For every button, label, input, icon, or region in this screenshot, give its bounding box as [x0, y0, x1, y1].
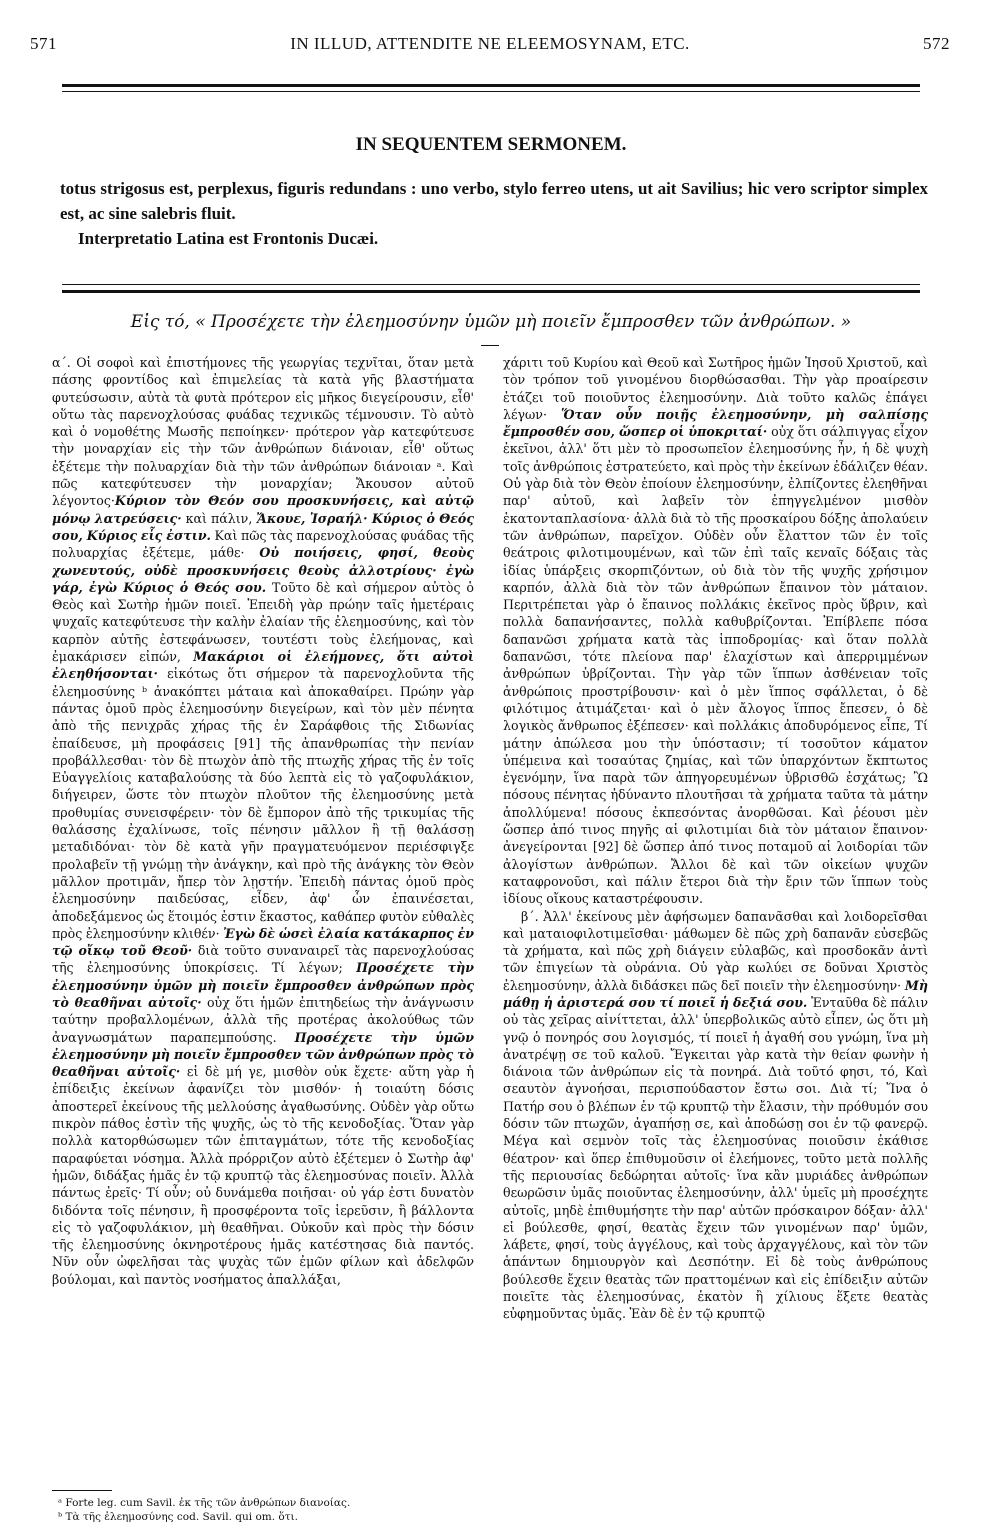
text-run: Καὶ πῶς τὰς παρενοχλούσας φυάδας τῆς πολυαρχίας ἐξέτεμε, μάθε· — [52, 527, 474, 561]
right-column — [503, 354, 928, 1472]
footnote-b: ᵇ Τὰ τῆς ἐλεημοσύνης cod. Savil. qui om. ὅτι. — [58, 1511, 298, 1523]
text-run: διὰ τοῦτο συναναιρεῖ τὰς παρενοχλούσας τῆς ἐλεημοσύνης ὑποκρίσεις. Τί λέγων; — [52, 943, 474, 976]
text-run: χάριτι τοῦ Κυρίου καὶ Θεοῦ καὶ Σωτῆρος ἡμῶν Ἰησοῦ Χριστοῦ, καὶ τὸν τρόπον τοῦ γινομένου διορθώσασθαι. Τὴν γὰρ προαίρεσιν ἐτάζει τοῦ ποιοῦντος ἐλεημοσύνην. Διὰ τοῦτο καλῶς ἐπάγει λέγων· — [503, 355, 928, 422]
left-column — [52, 354, 474, 1472]
intro-line-2: Interpretatio Latina est Frontonis Ducæi. — [78, 229, 379, 248]
scripture-quote: Μακάριοι οἱ ἐλεήμονες, ὅτι αὐτοὶ ἐλεηθήσονται· — [52, 649, 474, 682]
text-run: α΄. Οἱ σοφοὶ καὶ ἐπιστήμονες τῆς γεωργίας τεχνῖται, ὅταν μετὰ πάσης φροντίδος καὶ ἐπιμελείας τὰ κατὰ γῆς βλαστήματα φυτεύσωσιν, αὐτὰ τὰ φυτὰ πρότερον εἰς μῆκος διεγείρουσιν, εἶθ' οὕτω τὰς παρενοχλούσας φυάδας τεχνικῶς τέμνουσιν. Τὸ αὐτὸ καὶ ὁ νομοθέτης Μωσῆς πεποίηκεν· πρότερον γὰρ κατεφύτευσε τὴν μοναρχίαν εἰς τὴν τῶν ἀνθρώπων διάνοιαν, εἶθ' οὕτως ἐξέτεμε τὴν πολυαρχίαν διὰ τὴν τῶν ἀνθρώπων διάνοιαν ᵃ. Καὶ πῶς κατεφύτευσεν τὴν μοναρχίαν; Ἄκουσον αὐτοῦ λέγοντος· — [52, 355, 474, 509]
page-number-left: 571 — [30, 34, 57, 53]
text-run: εἰκότως ὅτι σήμερον τὰ παρενοχλοῦντα τῆς ἐλεημοσύνης ᵇ ἀνακόπτει μάταια καὶ ἀποκαθαίρει. Πρώην γὰρ πάντας ὁμοῦ πρὸς ἐλεημοσύνην διεγείρων, καὶ τὸν μὲν πένητα ἀπὸ τῆς πενιχρᾶς χήρας τῆς ἐν Σαράφθοις τῆς Σιδωνίας ἐπαίδευσε, μὴ προφάσεις [91] τῆς ἀπανθρωπίας τὴν πενίαν προβάλλεσθαι· τὸν δὲ πτωχὸν ἀπὸ τῆς πτωχῆς χήρας τῆς ἐν τοῖς Εὐαγγελίοις καταβαλούσης τὰ δύο λεπτὰ εἰς τὸ γαζοφυλάκιον, διήγειρεν, ὥστε τὸν πτωχὸν πλοῦτον τῆς ἐλεημοσύνης μετὰ προθυμίας συνεισφέρειν· τὸν δὲ ἔμπορον ἀπὸ τῆς τρικυμίας τῆς θαλάσσης ἐχαλίνωσε, τοῖς πένησιν μᾶλλον ἢ τῇ θαλάσσῃ μεταδιδόναι· τὸν δὲ κατὰ γῆν πραγματευόμενον περιέσφιγξε προλαβεῖν τῇ γνώμῃ τὴν ἀνάγκην, καὶ πρὸ τῆς ἀνάγκης τὸν Θεὸν μᾶλλον προτιμᾶν, ἤπερ τὸν λῃστήν. Ἐπειδὴ πάντας ὁμοῦ πρὸς ἐλεημοσύνην παιδεύσας, εἶδεν, ἀφ' ὧν ἐπαινέσεται, ἀποδεξάμενος ὡς ἕτοιμός ἐστιν ἕκαστος, καθάπερ φυτὸν εὐθαλὲς πρὸς ἐλεημοσύνην κλιθέν· — [52, 666, 474, 941]
scripture-quote: Κύριον τὸν Θεόν σου προσκυνήσεις, καὶ αὐτῷ μόνῳ λατρεύσεις· — [52, 493, 474, 526]
text-run: β΄. Ἀλλ' ἐκείνους μὲν ἀφήσωμεν δαπανᾶσθαι καὶ λοιδορεῖσθαι καὶ ματαιοφιλοτιμεῖσθαι· μάθωμεν δὲ πῶς χρὴ δαπανᾶν εὐσεβῶς τὰ χρήματα, καὶ πῶς χρὴ διάγειν εὐλαβῶς, καὶ προσδοκᾶν ἀντὶ τῶν ἐπιγείων τὰ οὐράνια. Οὐ γὰρ κωλύει σε δοῦναι Χριστὸς ἐλεημοσύνην, ἀλλὰ διδάσκει πῶς δεῖ ποιεῖν τὴν ἐλεημοσύνην· — [503, 908, 928, 993]
intro-rule-thick — [62, 290, 920, 293]
header-rule-thick — [62, 84, 920, 87]
footnotes — [58, 1496, 478, 1524]
scripture-quote: Ὅταν οὖν ποιῇς ἐλεημοσύνην, μὴ σαλπίσῃς ἔμπροσθέν σου, ὥσπερ οἱ ὑποκριταί· — [503, 406, 928, 440]
left-paragraph — [52, 354, 474, 1288]
running-title: IN ILLUD, ATTENDITE NE ELEEMOSYNAM, ETC. — [290, 34, 690, 53]
text-run: οὐχ ὅτι σάλπιγγας εἶχον ἐκεῖνοι, ἀλλ' ὅτι μὲν τὸ προσωπεῖον ἐλεημοσύνης ἦν, ἡ δὲ ψυχὴ τοῖς ἀνθρώποις ἐστρατεύετο, καὶ πρὸς τὴν ἐκείνων ἐδάλιζεν θέαν. Οὐ γὰρ διὰ τὸν Θεὸν ἐποίουν ἐλεημοσύνην, ἐλπίζοντες ἐλεηθῆναι παρ' αὐτοῦ, καὶ λαβεῖν τὸν ἐπηγγελμένον μισθὸν ἑκατονταπλασίονα· ἀλλὰ διὰ τὸ τῆς προσκαίρου δόξης ἀπολαύειν τῶν ἀνθρώπων, παρεῖχον. Οὐδὲν οὖν ἔλαττον τῶν ἐν τοῖς θεάτροις φιλοτιμουμένων, καὶ τῶν ἐπὶ ταῖς κεναῖς δόξαις τὰς ἰδίας ὑπάρξεις σκορπιζόντων, οὐ διὰ τὸν τῆς ψυχῆς χρήσιμον καρπόν, ἀλλὰ διὰ τὸν τῶν ἀνθρώπων ἔπαινον τὸν μάταιον. Περιτρέπεται γὰρ ὁ ἔπαινος πολλάκις ἐκεῖνος πρὸς ὕβριν, καὶ πολλὰ δαπανήσαντες, πολλὰ καθυβρίζονται. Ἐπίβλεπε πόσα δαπανῶσι χρήματα κατὰ τὰς ἱπποδρομίας· καὶ ὅταν πολλὰ δαπανῶσι, τότε πλείονα παρ' ἐλαχίστων καὶ ἀπερριμμένων ἀνθρώπων ὑβρίζονται. Τὴν γὰρ τῶν ἵππων ἀσθένειαν τοῖς ἀνθρώποις προστρίβουσιν· καὶ ὁ μὲν ἵππος σφάλλεται, ὁ δὲ φιλότιμος ἀτιμάζεται· καὶ ὁ μὲν ἄλογος ἵππος ἔπεσεν, ὁ δὲ λογικὸς ἄνθρωπος ἐξέπεσεν· καὶ πολλάκις ἀποδυρόμενος εἶπε, Τί μάτην ἀπώλεσα μου τὴν ὑπόστασιν; τί τοσοῦτον κάματον ὑπέμεινα καὶ τοσαύτας ζημίας, καὶ τῶν ὑπαρχόντων ἔκπτωτος ἐγενόμην, ἵνα παρὰ τῶν ἀπηγορευμένων ὑβρισθῶ ἐσχάτως; Ὢ πόσους πένητας ἠδύναντο πλουτῆσαι τὰ χρήματα ταῦτα τὰ μάτην ἀπολλύμενα! πόσους ἐκπεσόντας ἀνορθῶσαι. Καὶ ῥέουσι μὲν ὥσπερ ἀπό τινος πηγῆς αἱ φιλοτιμίαι διὰ τὸν μάταιον ἔπαινον· ἀνεγείρονται [92] δὲ ὥσπερ ἀπό τινος ποταμοῦ αἱ λοιδορίαι τῶν ἀλογίστων ἀνθρώπων. Ἄλλοι δὲ καὶ τῶν οἰκείων ψυχῶν καταφρονοῦσι, καὶ πάλιν ἔτεροι διὰ τὴν ἔριν τῶν ἵππων τοὺς ἰδίους οἴκους καταστρέφουσιν. — [503, 424, 928, 907]
intro-line-1: totus strigosus est, perplexus, figuris redundans : uno verbo, stylo ferreo utens, ut ait Savilius; hic vero scriptor simplex est, ac sine salebris fluit. — [60, 179, 928, 223]
footnote-rule — [52, 1490, 112, 1491]
scripture-quote: Ἄκουε, Ἰσραήλ· Κύριος ὁ Θεός σου, Κύριος εἷς ἐστιν. — [52, 510, 474, 543]
text-run: καὶ πάλιν, — [181, 510, 257, 526]
running-head — [30, 34, 950, 60]
intro-rule-thin — [62, 284, 920, 285]
scripture-quote: Προσέχετε τὴν ἐλεημοσύνην ὑμῶν μὴ ποιεῖν ἔμπροσθεν ἀνθρώπων πρὸς τὸ θεαθῆναι αὐτοῖς· — [52, 960, 474, 1010]
footnote-a: ᵃ Forte leg. cum Savil. ἐκ τῆς τῶν ἀνθρώπων διανοίας. — [58, 1497, 351, 1509]
header-rule-thin — [62, 91, 920, 92]
text-run: Ἐνταῦθα δὲ πάλιν οὐ τὰς χεῖρας αἰνίττεται, ἀλλ' ὑπερβολικῶς αὐτὸ εἶπεν, ὡς ὅτι μὴ γνῷ ὁ πονηρός σου λογισμός, τί ποιεῖ ἡ ἀγαθή σου γνώμη, ἵνα μὴ ἀνατρέψῃ σε τοῦ καλοῦ. Ἔγκειται γὰρ κατὰ τὴν θείαν φωνὴν ἡ διάνοια τῶν ἀνθρώπων εἰς τὰ πονηρά. Διὰ τοῦτό φησι, τό, Καὶ σεαυτὸν ἀγνοήσαι, περισπούδαστον ἔστω σοι. Διὰ τί; Ἵνα ὁ Πατήρ σου ὁ βλέπων ἐν τῷ κρυπτῷ τὴν ἔλασιν, τὴν πρόθυμόν σου δόσιν τῶν πτωχῶν, ἀγαπήσῃ σε, καὶ ἀποδώσῃ σοι ἐν τῷ φανερῷ. Μέγα καὶ σεμνὸν τοῖς τὰς ἐλεημοσύνας ποιοῦσιν ἐκάθισε θέατρον· καὶ ὅπερ ἐπιθυμοῦσιν οἱ ἐλεήμονες, τοῦτο μετὰ πολλῆς τῆς περιουσίας δεδώρηται αὐτοῖς· ἵνα κἂν μυριάδες ἀνθρώπων θεωρῶσιν ὑμᾶς ποιοῦντας ἐλεημοσύνην, ἀλλ' ὑμεῖς μὴ προσέχητε αὐτοῖς, μηδὲ ἐπιθυμήσητε τὴν παρ' αὐτῶν πρόσκαιρον δόξαν· ἀλλ' εἰ βούλεσθε, φησί, θεατὰς ἔχειν τῶν γινομένων παρ' ὑμῶν, λάβετε, φησί, τοὺς ἀγγέλους, καὶ τοὺς ἀρχαγγέλους, καὶ τὸν τῶν ἁπάντων δημιουργὸν καὶ Δεσπότην. Εἰ δὲ τοὺς ἀνθρώπους βούλεσθε ἔχειν θεατὰς τῶν πραττομένων καὶ εἰς ἐπίδειξιν αὐτῶν ποιεῖτε τὰς ἐλεημοσύνας, ἑκατὸν ἢ χίλιους ἕξετε θεατὰς εὐφημοῦντας ὑμᾶς. Ἐὰν δὲ ἐν τῷ κρυπτῷ — [503, 994, 928, 1322]
scripture-quote: Μὴ μάθῃ ἡ ἀριστερά σου τί ποιεῖ ἡ δεξιά σου. — [503, 977, 928, 1010]
title-dash — [481, 345, 499, 346]
text-run: οὐχ ὅτι ἡμῶν ἐπιτηδείως τὴν ἀνάγνωσιν ταύτην προβαλλομένων, ἀλλὰ τῆς προτέρας ἀκολούθως τῶν ἀναγνωσμάτων παραπεμπούσης. — [52, 994, 474, 1045]
right-paragraph-1 — [503, 354, 928, 908]
sermon-title: Εἰς τό, « Προσέχετε τὴν ἐλεημοσύνην ὑμῶν μὴ ποιεῖν ἔμπροσθεν τῶν ἀνθρώπων. » — [130, 312, 852, 332]
scripture-quote: Οὐ ποιήσεις, φησί, θεοὺς χωνευτούς, οὐδὲ προσκυνήσεις θεοὺς ἀλλοτρίους· ἐγὼ γάρ, ἐγὼ Κύριος ὁ Θεός σου. — [52, 545, 474, 595]
section-title: IN SEQUENTEM SERMONEM. — [355, 134, 627, 155]
intro-text — [60, 176, 928, 251]
text-run: εἰ δὲ μή γε, μισθὸν οὐκ ἔχετε· αὕτη γὰρ ἡ ἐπίδειξις ἐκείνων ἀφανίζει τὸν μισθόν· ἡ τοιαύτη δόσις ἀποστερεῖ ἐκείνους τῆς μελλούσης ἀγαθωσύνης. Οὐδὲν γὰρ οὕτω πικρὸν πάθος ἐστὶν τῆς ψυχῆς, ὡς τὸ τῆς κενοδοξίας. Ὅταν γὰρ πολλὰ κατορθώσωμεν τῶν ἐπιταγμάτων, τότε τῆς κενοδοξίας παραφύεται νόσημα. Ἀλλὰ πρόρριζον αὐτὸ ἐξέτεμεν ὁ Σωτὴρ ἀφ' ἡμῶν, διδάξας ἡμᾶς ἐν τῷ κρυπτῷ τὰς ἐλεημοσύνας ποιεῖν. Ἀλλὰ πάντως ἐρεῖς· Τί οὖν; οὐ δυνάμεθα ποιῆσαι· οὐ γάρ ἐστι δυνατὸν διδόντα τοῖς πένησιν, ἢ προσφέροντα τοῖς ἱερεῦσιν, ἢ βάλλοντα εἰς τὸ γαζοφυλάκιον, μὴ θεαθῆναι. Οὐκοῦν καὶ πρὸς τὴν δόσιν τῆς ἐλεημοσύνης ὀκνηροτέρους ἡμᾶς κατέστησας διὰ παντός. Νῦν οὖν ὠφελῆσαι τὰς ψυχὰς τῶν ἐμῶν φίλων καὶ ἀδελφῶν βούλομαι, καὶ παντὸς νοσήματος ἀπαλλάξαι, — [52, 1064, 474, 1287]
right-paragraph-2 — [503, 908, 928, 1323]
scripture-quote: Ἐγὼ δὲ ὡσεὶ ἐλαία κατάκαρπος ἐν τῷ οἴκῳ τοῦ Θεοῦ· — [52, 925, 474, 959]
text-run: Τοῦτο δὲ καὶ σήμερον αὐτὸς ὁ Θεὸς καὶ Σωτὴρ ἡμῶν ποιεῖ. Ἐπειδὴ γὰρ πρώην ταῖς ἡμετέραις ψυχαῖς κατεφύτευσε τὴν καλὴν ἐλαίαν τῆς ἐλεημοσύνης, καὶ τὸν καρπὸν αὐτῆς ἐστεφάνωσεν, τουτέστι τοὺς ἐλεήμονας, καὶ ἐμακάρισεν εἰπών, — [52, 579, 474, 665]
page-number-right: 572 — [923, 34, 950, 53]
scripture-quote: Προσέχετε τὴν ὑμῶν ἐλεημοσύνην μὴ ποιεῖν ἔμπροσθεν τῶν ἀνθρώπων πρὸς τὸ θεαθῆναι αὐτοῖς· — [52, 1029, 474, 1080]
